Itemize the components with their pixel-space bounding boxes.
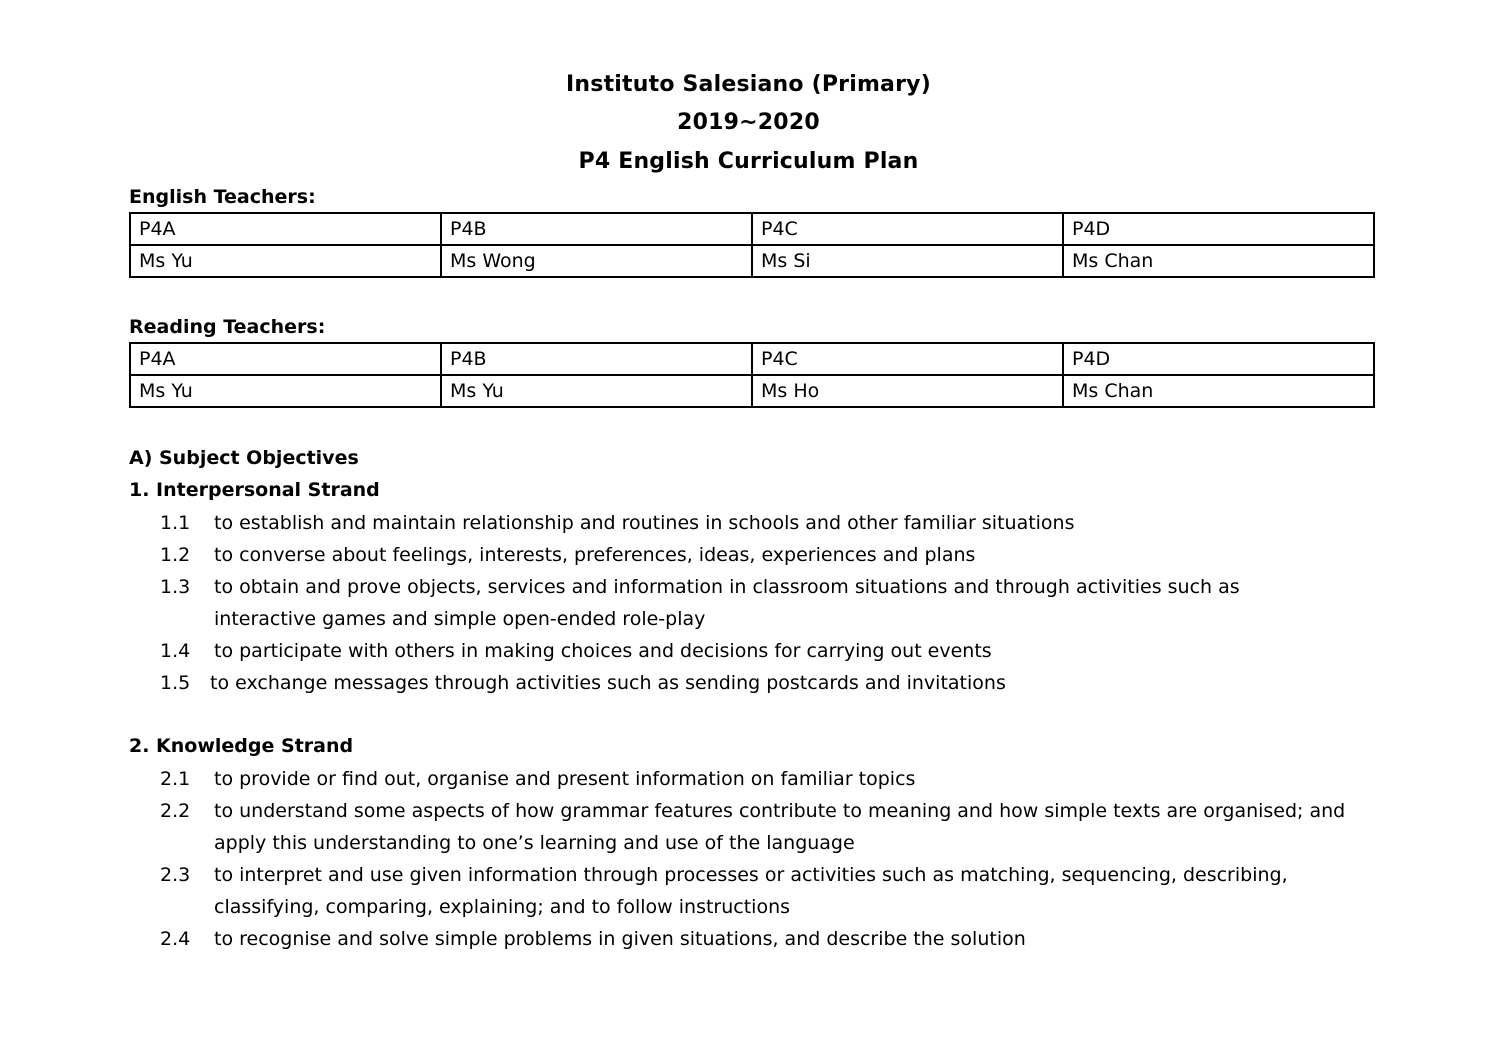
objective-number: 2.3 — [160, 864, 191, 886]
reading-teachers-table — [129, 342, 1375, 408]
subject-objectives-heading: A) Subject Objectives — [129, 447, 359, 469]
reading-teachers-label: Reading Teachers: — [129, 316, 326, 338]
objective-item — [160, 539, 1390, 571]
class-cell: P4A — [130, 213, 441, 245]
objective-text: to participate with others in making choices and decisions for carrying out events — [214, 640, 992, 662]
objective-number: 1.5 — [160, 672, 191, 694]
objective-text: to recognise and solve simple problems in given situations, and describe the solution — [214, 928, 1026, 950]
teacher-cell: Ms Yu — [130, 375, 441, 407]
objective-text: to provide or find out, organise and present information on familiar topics — [214, 768, 916, 790]
plan-title: P4 English Curriculum Plan — [578, 149, 919, 174]
class-cell: P4D — [1063, 343, 1374, 375]
teacher-cell: Ms Yu — [130, 245, 441, 277]
class-cell: P4C — [752, 343, 1063, 375]
objective-item — [160, 859, 1360, 923]
interpersonal-strand-heading: 1. Interpersonal Strand — [129, 479, 380, 501]
teacher-cell: Ms Chan — [1063, 245, 1374, 277]
objective-number: 1.1 — [160, 512, 191, 534]
class-cell: P4A — [130, 343, 441, 375]
objective-text: to understand some aspects of how grammar features contribute to meaning and how simple texts are organised; and apply this understanding to one’s learning and use of the language — [214, 800, 1346, 854]
academic-year: 2019~2020 — [677, 110, 820, 135]
teacher-cell: Ms Yu — [441, 375, 752, 407]
class-cell: P4D — [1063, 213, 1374, 245]
teacher-cell: Ms Chan — [1063, 375, 1374, 407]
objective-item — [160, 667, 1390, 699]
objective-number: 2.4 — [160, 928, 191, 950]
objective-item — [160, 923, 1390, 955]
objective-item — [160, 507, 1390, 539]
table-row — [130, 213, 1374, 245]
class-cell: P4B — [441, 343, 752, 375]
school-title: Instituto Salesiano (Primary) — [566, 72, 931, 97]
knowledge-strand-heading: 2. Knowledge Strand — [129, 735, 354, 757]
table-row — [130, 375, 1374, 407]
objective-item — [160, 795, 1390, 859]
class-cell: P4C — [752, 213, 1063, 245]
teacher-cell: Ms Ho — [752, 375, 1063, 407]
table-row — [130, 245, 1374, 277]
objective-number: 1.3 — [160, 576, 191, 598]
objective-item — [160, 763, 1390, 795]
objective-item — [160, 571, 1310, 635]
english-teachers-table — [129, 212, 1375, 278]
teacher-cell: Ms Si — [752, 245, 1063, 277]
objective-number: 1.2 — [160, 544, 191, 566]
objective-number: 1.4 — [160, 640, 191, 662]
objective-number: 2.1 — [160, 768, 191, 790]
objective-item — [160, 635, 1390, 667]
objective-text: to converse about feelings, interests, preferences, ideas, experiences and plans — [214, 544, 976, 566]
teacher-cell: Ms Wong — [441, 245, 752, 277]
objective-text: to exchange messages through activities such as sending postcards and invitations — [210, 672, 1006, 694]
class-cell: P4B — [441, 213, 752, 245]
objective-text: to interpret and use given information through processes or activities such as matching, sequencing, describing, classifying, comparing, explaining; and to follow instructions — [214, 864, 1288, 918]
english-teachers-label: English Teachers: — [129, 186, 316, 208]
table-row — [130, 343, 1374, 375]
objective-text: to obtain and prove objects, services and information in classroom situations and through activities such as interactive games and simple open-ended role-play — [214, 576, 1240, 630]
objective-number: 2.2 — [160, 800, 191, 822]
objective-text: to establish and maintain relationship and routines in schools and other familiar situations — [214, 512, 1075, 534]
